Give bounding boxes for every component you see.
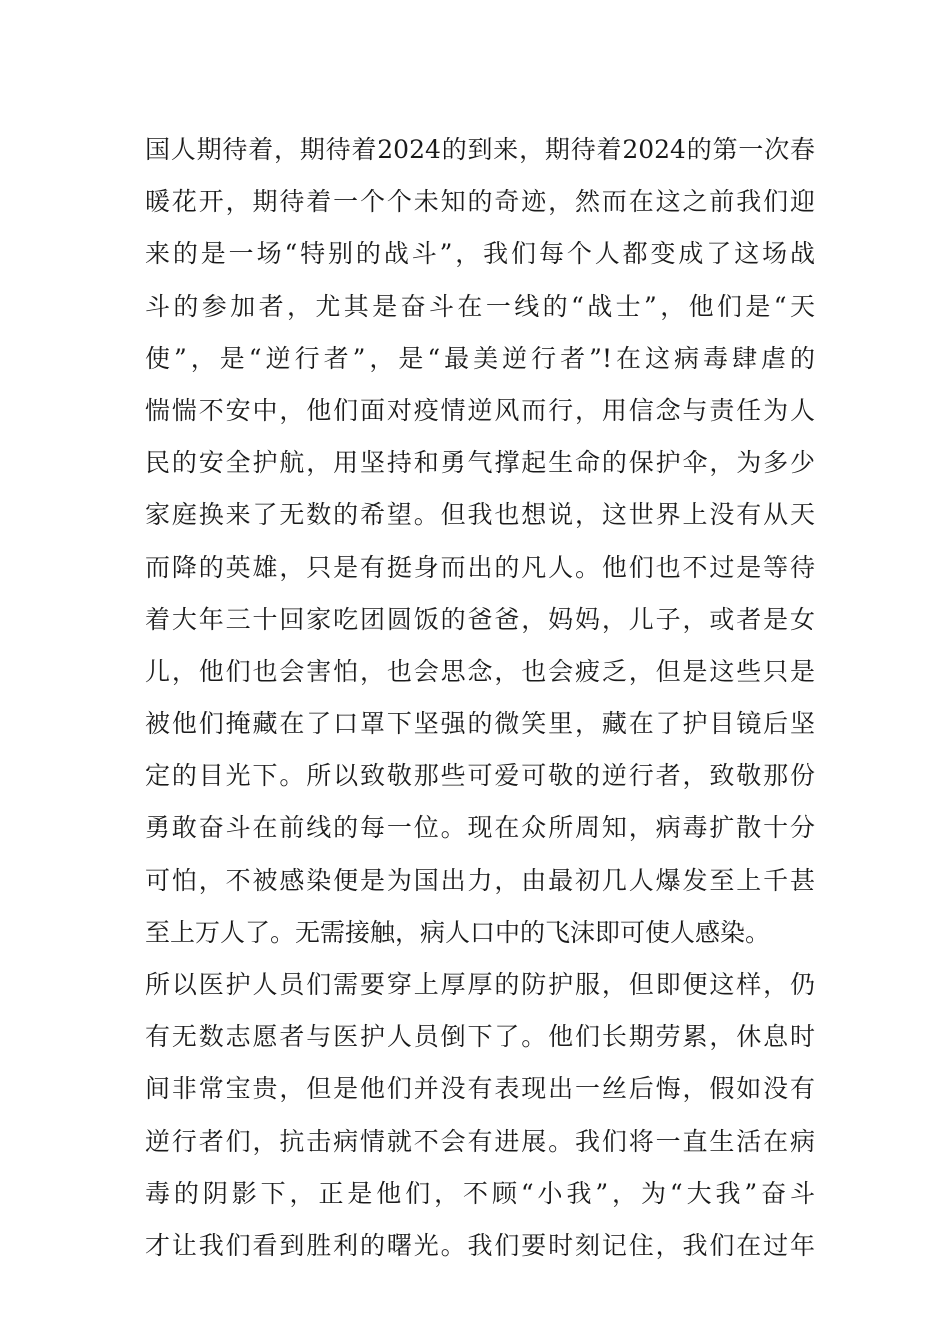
text-line: 儿，他们也会害怕，也会思念，也会疲乏，但是这些只是 [145,656,815,686]
text-line: 使”，是“逆行者”，是“最美逆行者”!在这病毒肆虐的 [145,343,815,373]
text-line: 可怕，不被感染便是为国出力，由最初几人爆发至上千甚 [145,865,815,895]
text-line: 间非常宝贵，但是他们并没有表现出一丝后悔，假如没有 [145,1074,815,1104]
text-line: 着大年三十回家吃团圆饭的爸爸，妈妈，儿子，或者是女 [145,604,815,634]
text-line: 至上万人了。无需接触，病人口中的飞沫即可使人感染。 [145,917,771,947]
text-line: 有无数志愿者与医护人员倒下了。他们长期劳累，休息时 [145,1022,815,1052]
text-line: 被他们掩藏在了口罩下坚强的微笑里，藏在了护目镜后坚 [145,709,815,739]
text-line: 惴惴不安中，他们面对疫情逆风而行，用信念与责任为人 [145,395,815,425]
text-line: 勇敢奋斗在前线的每一位。现在众所周知，病毒扩散十分 [145,813,815,843]
text-line: 家庭换来了无数的希望。但我也想说，这世界上没有从天 [145,500,815,530]
body-text [145,124,815,1272]
text-line: 毒的阴影下，正是他们，不顾“小我”，为“大我”奋斗 [145,1178,815,1208]
text-line: 而降的英雄，只是有挺身而出的凡人。他们也不过是等待 [145,552,815,582]
text-line: 所以医护人员们需要穿上厚厚的防护服，但即便这样，仍 [145,970,815,999]
text-line: 定的目光下。所以致敬那些可爱可敬的逆行者，致敬那份 [145,761,815,791]
text-line: 民的安全护航，用坚持和勇气撑起生命的保护伞，为多少 [145,448,815,478]
text-line: 来的是一场“特别的战斗”，我们每个人都变成了这场战 [145,239,815,269]
text-line: 斗的参加者，尤其是奋斗在一线的“战士”，他们是“天 [145,291,815,321]
text-line: 逆行者们，抗击病情就不会有进展。我们将一直生活在病 [145,1126,815,1156]
text-line: 暖花开，期待着一个个未知的奇迹，然而在这之前我们迎 [145,187,815,217]
text-line: 国人期待着，期待着2024的到来，期待着2024的第一次春 [145,135,815,164]
text-line: 才让我们看到胜利的曙光。我们要时刻记住，我们在过年 [145,1230,815,1260]
